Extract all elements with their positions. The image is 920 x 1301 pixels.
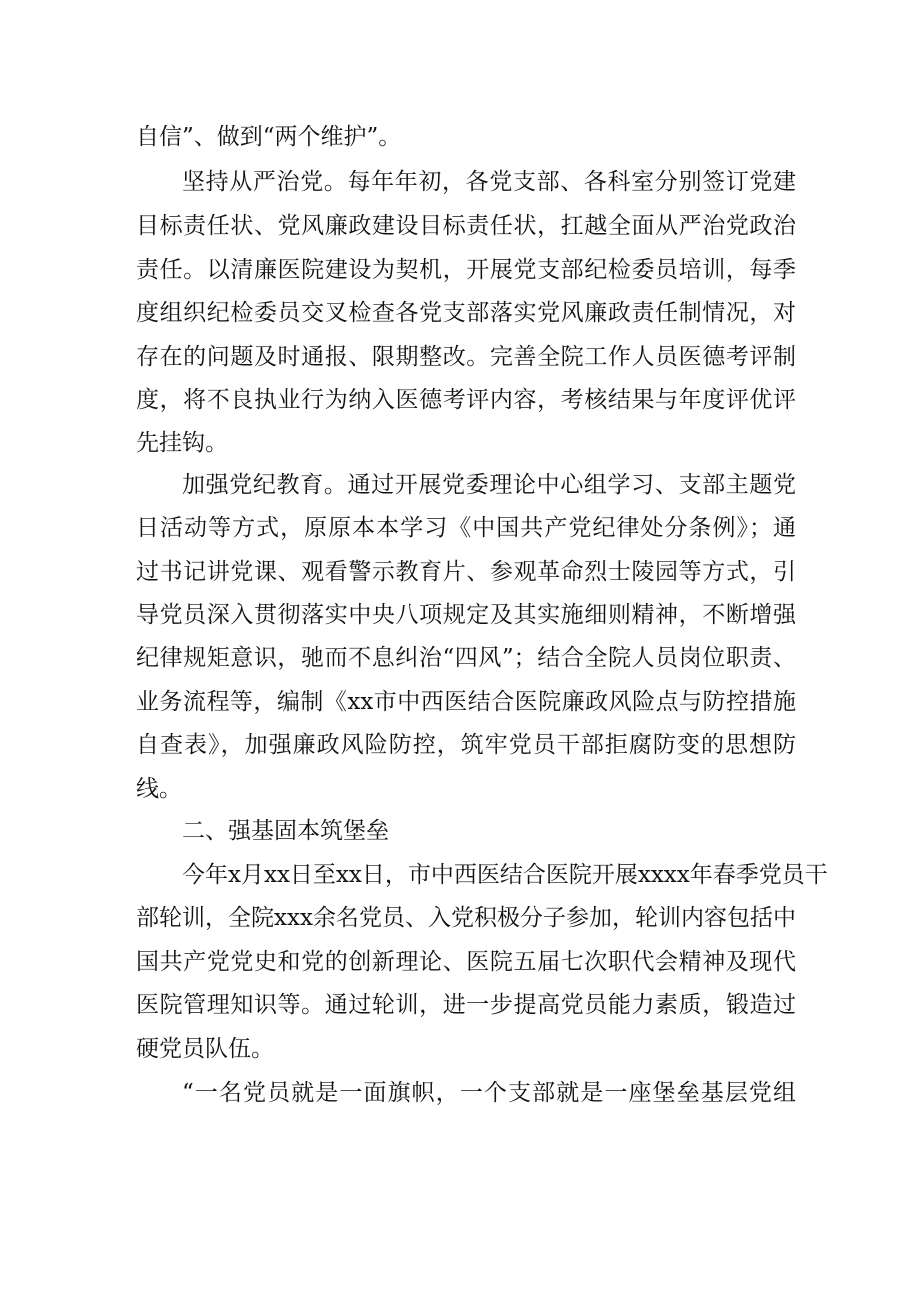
- paragraph-line: 责任。以清廉医院建设为契机，开展党支部纪检委员培训，每季: [136, 257, 796, 283]
- paragraph-line: 纪律规矩意识，驰而不息纠治“四风”；结合全院人员岗位职责、: [136, 645, 796, 671]
- paragraph-line: 目标责任状、党风廉政建设目标责任状，扛越全面从严治党政治: [136, 213, 796, 239]
- paragraph-line: 医院管理知识等。通过轮训，进一步提高党员能力素质，锻造过: [136, 992, 796, 1018]
- paragraph-line: 业务流程等，编制《xx市中西医结合医院廉政风险点与防控措施: [136, 689, 796, 715]
- paragraph-line: 度，将不良执业行为纳入医德考评内容，考核结果与年度评优评: [136, 387, 796, 413]
- section-heading: 二、强基固本筑堡垒: [182, 818, 389, 844]
- paragraph-line: “一名党员就是一面旗帜，一个支部就是一座堡垒基层党组: [182, 1080, 796, 1106]
- paragraph-line: 硬党员队伍。: [136, 1036, 274, 1062]
- paragraph-line: 国共产党党史和党的创新理论、医院五届七次职代会精神及现代: [136, 949, 796, 975]
- paragraph-line: 自信”、做到“两个维护”。: [136, 124, 402, 150]
- paragraph-line: 度组织纪检委员交叉检查各党支部落实党风廉政责任制情况，对: [136, 300, 796, 326]
- paragraph-line: 存在的问题及时通报、限期整改。完善全院工作人员医德考评制: [136, 344, 796, 370]
- paragraph-line: 导党员深入贯彻落实中央八项规定及其实施细则精神，不断增强: [136, 602, 796, 628]
- paragraph-line: 坚持从严治党。每年年初，各党支部、各科室分别签订党建: [182, 169, 796, 195]
- paragraph-line: 部轮训，全院xxx余名党员、入党积极分子参加，轮训内容包括中: [136, 905, 796, 931]
- paragraph-line: 自查表》，加强廉政风险防控，筑牢党员干部拒腐防变的思想防: [136, 732, 796, 758]
- paragraph-line: 今年x月xx日至xx日，市中西医结合医院开展xxxx年春季党员干: [182, 862, 828, 888]
- paragraph-line: 加强党纪教育。通过开展党委理论中心组学习、支部主题党: [182, 472, 796, 498]
- paragraph-line: 日活动等方式，原原本本学习《中国共产党纪律处分条例》；通: [136, 515, 796, 541]
- paragraph-line: 先挂钩。: [136, 430, 228, 456]
- paragraph-line: 过书记讲党课、观看警示教育片、参观革命烈士陵园等方式，引: [136, 559, 796, 585]
- paragraph-line: 线。: [136, 776, 182, 802]
